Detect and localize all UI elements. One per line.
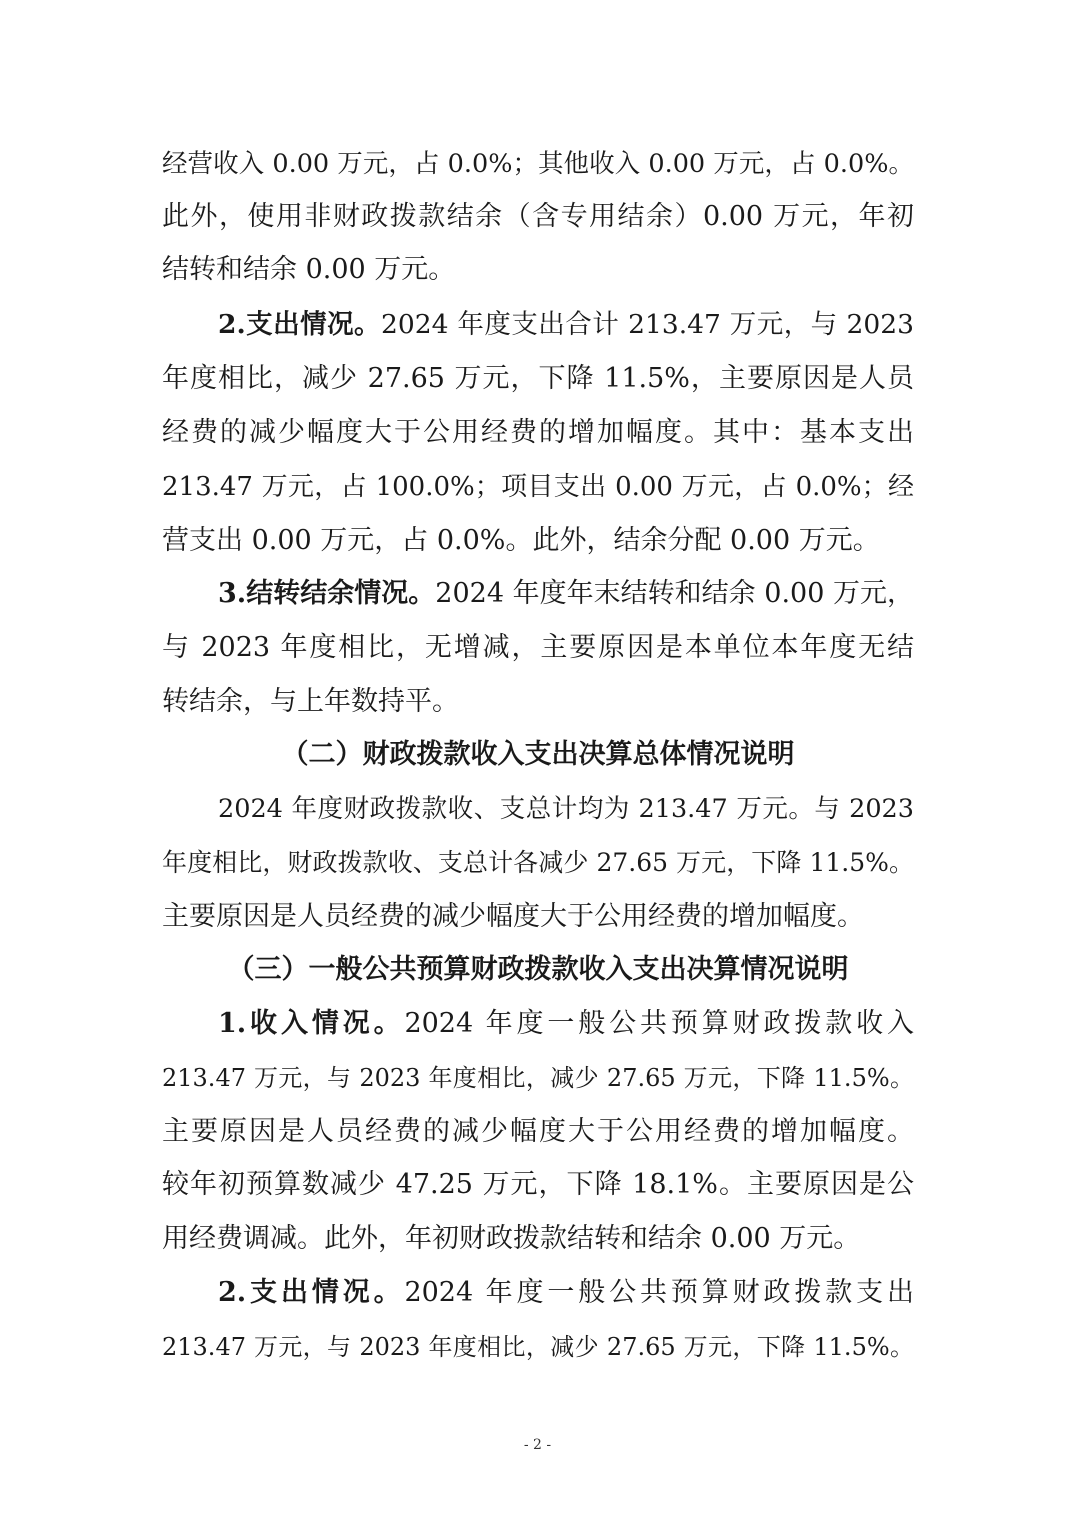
paragraph-line: 213.47 万元，占 100.0%；项目支出 0.00 万元，占 0.0%；经 xyxy=(162,472,914,502)
paragraph-line: 与 2023 年度相比，无增减，主要原因是本单位本年度无结 xyxy=(162,632,914,663)
paragraph-line: 年度相比，减少 27.65 万元，下降 11.5%，主要原因是人员 xyxy=(162,363,914,394)
paragraph-line: 213.47 万元，与 2023 年度相比，减少 27.65 万元，下降 11.5%。 xyxy=(162,1333,914,1361)
section-lead: 1.收入情况。 xyxy=(218,1008,405,1039)
paragraph-line: 2024 年度财政拨款收、支总计均为 213.47 万元。与 2023 xyxy=(218,794,914,824)
paragraph-line: 较年初预算数减少 47.25 万元，下降 18.1%。主要原因是公 xyxy=(162,1169,914,1200)
paragraph-line: 此外，使用非财政拨款结余（含专用结余）0.00 万元，年初 xyxy=(162,201,914,232)
paragraph-line: 年度相比，财政拨款收、支总计各减少 27.65 万元，下降 11.5%。 xyxy=(162,848,914,877)
page-number: - 2 - xyxy=(523,1437,552,1453)
section-balance-line: 3.结转结余情况。2024 年度年末结转和结余 0.00 万元， xyxy=(218,578,915,609)
paragraph-line: 结转和结余 0.00 万元。 xyxy=(162,254,456,285)
paragraph-line: 213.47 万元，与 2023 年度相比，减少 27.65 万元，下降 11.5%。 xyxy=(162,1064,914,1092)
section-lead: 3.结转结余情况。 xyxy=(218,578,436,609)
section-heading: （三）一般公共预算财政拨款收入支出决算情况说明 xyxy=(227,954,849,985)
section-lead: 2.支出情况。 xyxy=(218,309,382,340)
paragraph-line: 用经费调减。此外，年初财政拨款结转和结余 0.00 万元。 xyxy=(162,1223,861,1254)
paragraph-line: 经费的减少幅度大于公用经费的增加幅度。其中：基本支出 xyxy=(162,417,914,448)
paragraph-line: 营支出 0.00 万元，占 0.0%。此外，结余分配 0.00 万元。 xyxy=(162,525,880,556)
paragraph-line: 经营收入 0.00 万元，占 0.0%；其他收入 0.00 万元，占 0.0%。 xyxy=(162,149,914,179)
paragraph-line: 主要原因是人员经费的减少幅度大于公用经费的增加幅度。 xyxy=(162,1116,914,1147)
section-lead: 2.支出情况。 xyxy=(218,1277,405,1308)
paragraph-line: 转结余，与上年数持平。 xyxy=(162,686,459,717)
section-income-line: 1.收入情况。2024 年度一般公共预算财政拨款收入 xyxy=(218,1008,915,1039)
section-expenditure-line: 2.支出情况。2024 年度一般公共预算财政拨款支出 xyxy=(218,1277,915,1308)
section-expenditure-line: 2.支出情况。2024 年度支出合计 213.47 万元，与 2023 xyxy=(218,309,914,340)
section-heading: （二）财政拨款收入支出决算总体情况说明 xyxy=(281,739,795,770)
paragraph-line: 主要原因是人员经费的减少幅度大于公用经费的增加幅度。 xyxy=(162,901,864,932)
